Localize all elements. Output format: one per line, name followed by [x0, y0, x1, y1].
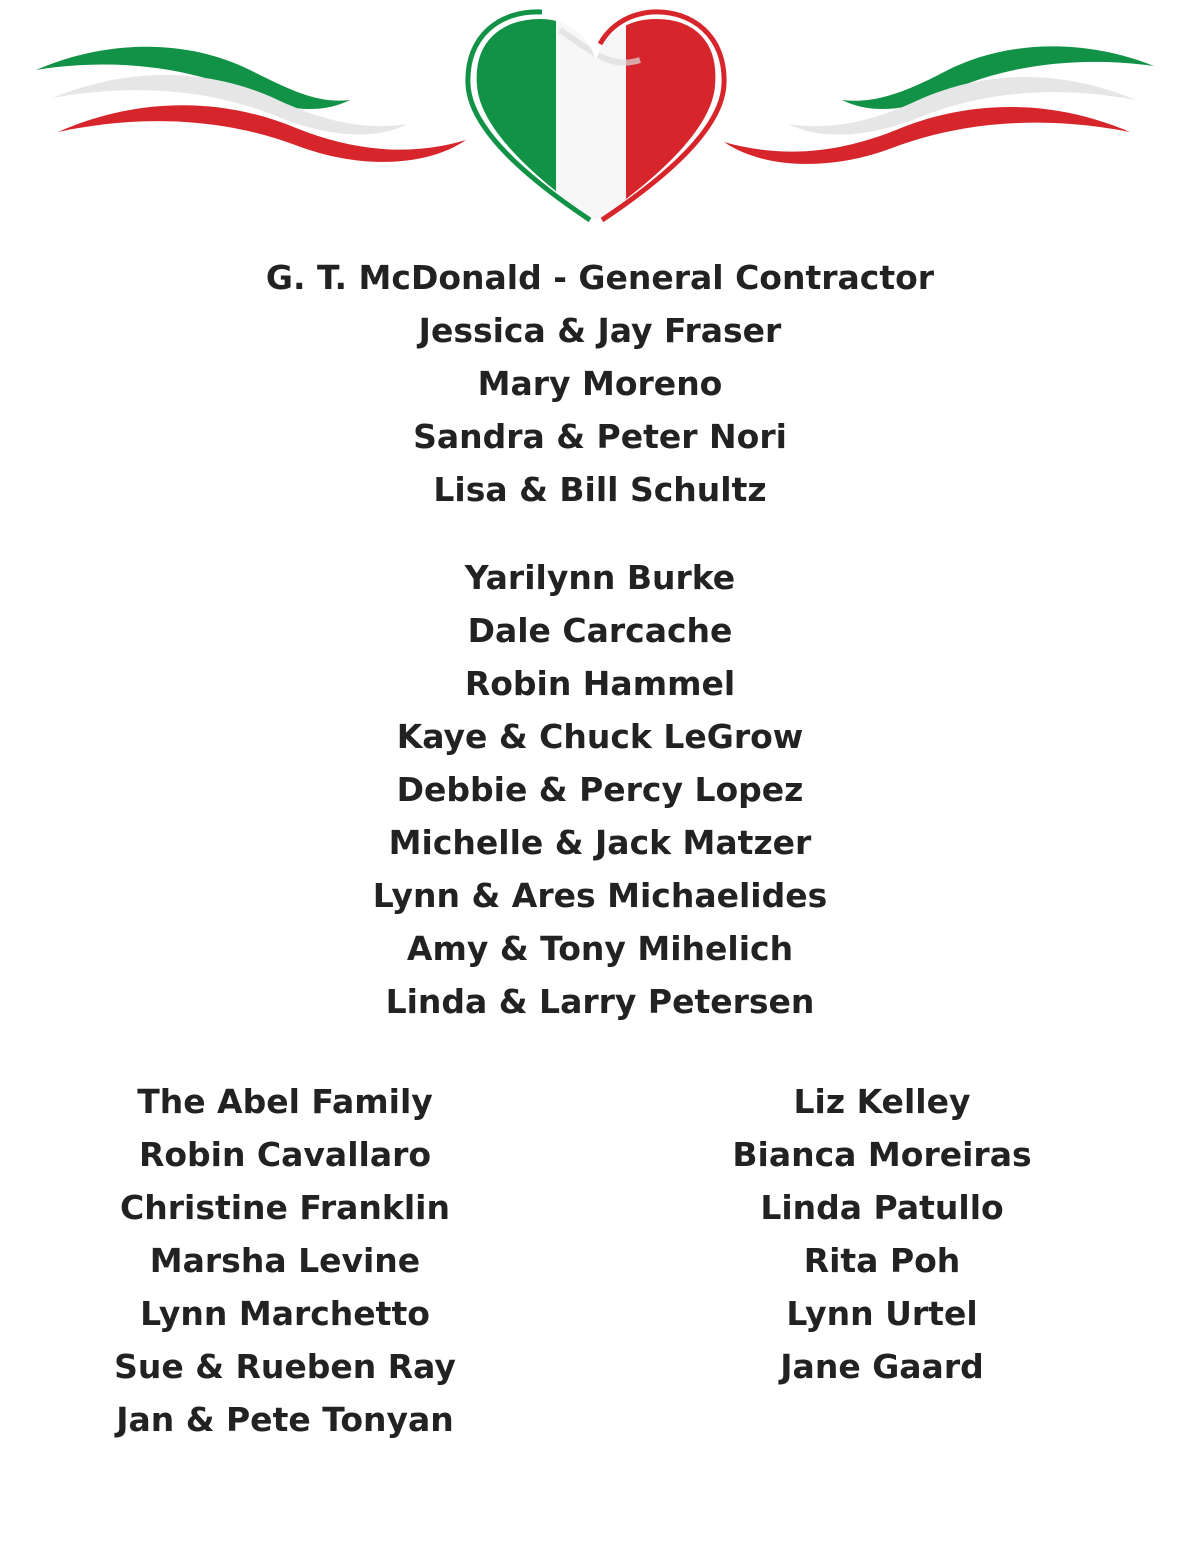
sponsor-name: Mary Moreno — [477, 364, 723, 403]
sponsor-name: Linda Patullo — [760, 1188, 1004, 1227]
italian-flag-heart-icon — [0, 0, 1200, 240]
sponsor-name: Jane Gaard — [780, 1347, 984, 1386]
sponsor-name: Dale Carcache — [467, 611, 733, 650]
right-ribbon-green — [842, 46, 1154, 109]
sponsor-list-middle — [200, 551, 1000, 1028]
sponsor-name: Christine Franklin — [120, 1188, 450, 1227]
sponsor-name: Yarilynn Burke — [464, 558, 736, 597]
sponsor-name: Lynn & Ares Michaelides — [372, 876, 828, 915]
sponsor-name: Lisa & Bill Schultz — [433, 470, 767, 509]
sponsor-name: The Abel Family — [137, 1082, 433, 1121]
sponsor-name: Sue & Rueben Ray — [114, 1347, 456, 1386]
sponsor-name: Linda & Larry Petersen — [385, 982, 815, 1021]
right-ribbon-red — [724, 107, 1130, 164]
sponsor-name: Marsha Levine — [149, 1241, 421, 1280]
sponsor-name: Sandra & Peter Nori — [413, 417, 787, 456]
sponsor-name: Robin Hammel — [464, 664, 736, 703]
sponsor-name: Liz Kelley — [793, 1082, 971, 1121]
sponsor-name: Robin Cavallaro — [138, 1135, 432, 1174]
sponsor-list-left-column — [85, 1075, 485, 1446]
header-banner — [0, 0, 1200, 240]
sponsor-name: Kaye & Chuck LeGrow — [396, 717, 804, 756]
sponsor-name: Jan & Pete Tonyan — [116, 1400, 454, 1439]
sponsor-name: Michelle & Jack Matzer — [388, 823, 812, 862]
sponsor-name: Jessica & Jay Fraser — [418, 311, 782, 350]
sponsor-name: Lynn Marchetto — [140, 1294, 430, 1333]
sponsor-name: Debbie & Percy Lopez — [396, 770, 804, 809]
sponsor-name: Amy & Tony Mihelich — [406, 929, 794, 968]
sponsor-name: Lynn Urtel — [786, 1294, 978, 1333]
sponsor-list-right-column — [682, 1075, 1082, 1393]
sponsor-list-top — [200, 251, 1000, 516]
sponsor-name: G. T. McDonald - General Contractor — [265, 258, 935, 297]
sponsor-name: Bianca Moreiras — [732, 1135, 1032, 1174]
left-ribbon-red — [58, 105, 466, 162]
sponsor-name: Rita Poh — [803, 1241, 961, 1280]
